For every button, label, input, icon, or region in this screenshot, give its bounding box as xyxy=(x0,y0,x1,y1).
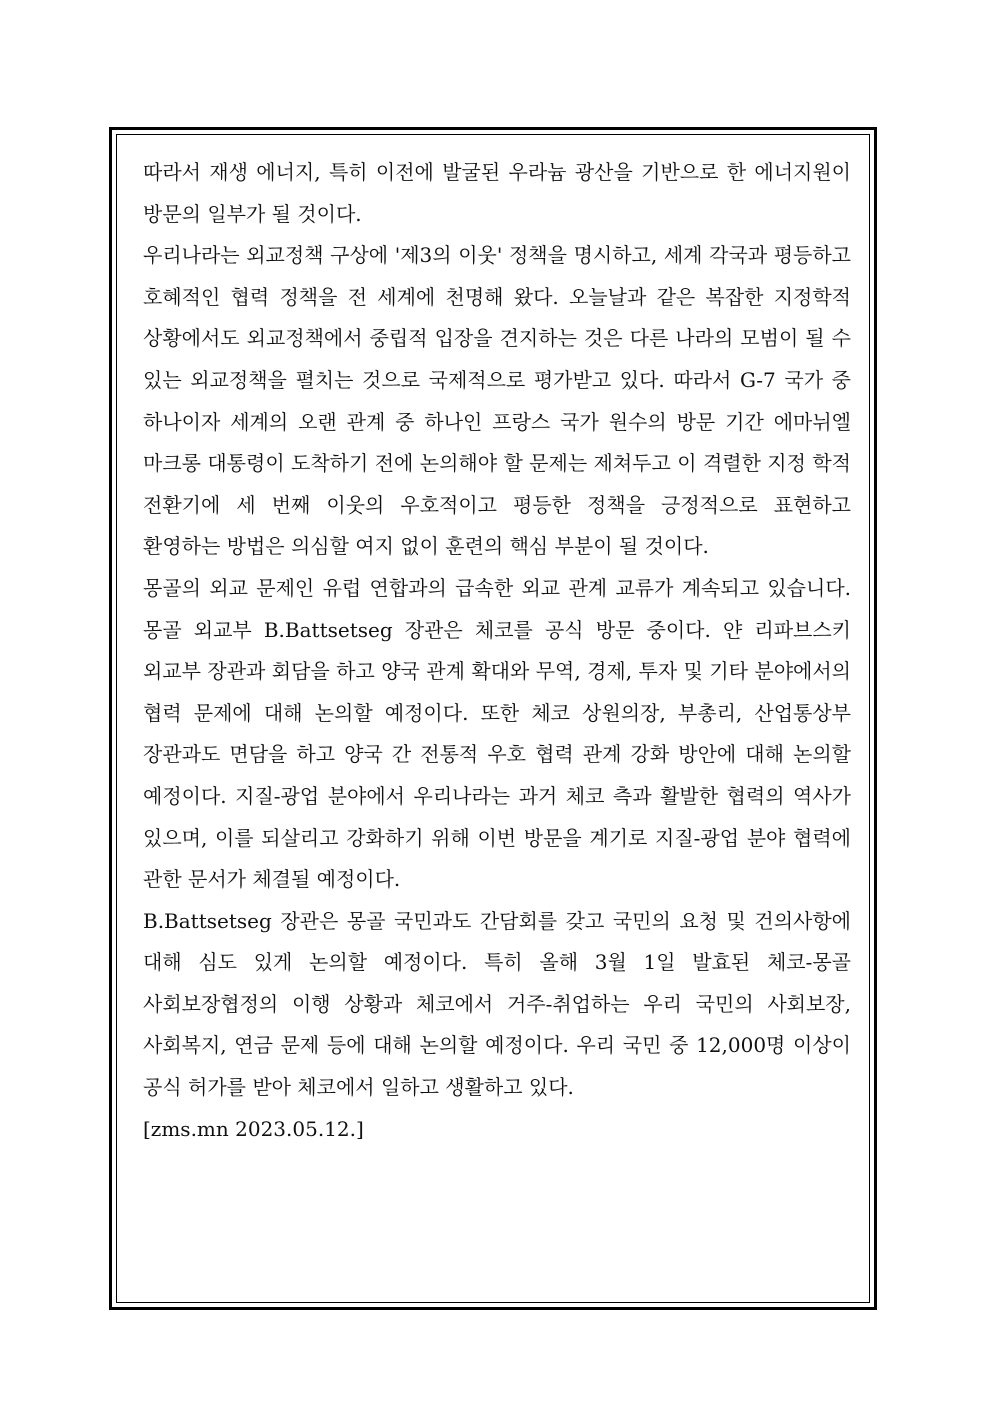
paragraph-energy: 따라서 재생 에너지, 특히 이전에 발굴된 우라늄 광산을 기반으로 한 에너지원이 방문의 일부가 될 것이다. xyxy=(143,160,851,226)
paragraph-third-neighbor-policy: 우리나라는 외교정책 구상에 '제3의 이웃' 정책을 명시하고, 세계 각국과 평등하고 호혜적인 협력 정책을 전 세계에 천명해 왔다. 오늘날과 같은 복잡한 지정학적 상황에서도 외교정책에서 중립적 입장을 견지하는 것은 다른 나라의 모범이 될 수 있는 외교정책을 펼치는 것으로 국제적으로 평가받고 있다. 따라서 G-7 국가 중 하나이자 세계의 오랜 관계 중 하나인 프랑스 국가 원수의 방문 기간 에마뉘엘 마크롱 대통령이 도착하기 전에 논의해야 할 문제는 제쳐두고 이 격렬한 지정 학적 전환기에 세 번째 이웃의 우호적이고 평등한 정책을 긍정적으로 표현하고 환영하는 방법은 의심할 여지 없이 훈련의 핵심 부분이 될 것이다. xyxy=(143,243,851,559)
source-citation: [zms.mn 2023.05.12.] xyxy=(143,1116,364,1141)
paragraph-citizens-meeting: B.Battsetseg 장관은 몽골 국민과도 간담회를 갖고 국민의 요청 및 건의사항에 대해 심도 있게 논의할 예정이다. 특히 올해 3월 1일 발효된 체코-몽골 사회보장협정의 이행 상황과 체코에서 거주-취업하는 우리 국민의 사회보장, 사회복지, 연금 문제 등에 대해 논의할 예정이다. 우리 국민 중 12,000명 이상이 공식 허가를 받아 체코에서 일하고 생활하고 있다. xyxy=(143,908,851,1100)
paragraph-czech-visit: 몽골의 외교 문제인 유럽 연합과의 급속한 외교 관계 교류가 계속되고 있습니다. 몽골 외교부 B.Battsetseg 장관은 체코를 공식 방문 중이다. 얀 리파브스키 외교부 장관과 회담을 하고 양국 관계 확대와 무역, 경제, 투자 및 기타 분야에서의 협력 문제에 대해 논의할 예정이다. 또한 체코 상원의장, 부총리, 산업통상부 장관과도 면담을 하고 양국 간 전통적 우호 협력 관계 강화 방안에 대해 논의할 예정이다. 지질-광업 분야에서 우리나라는 과거 체코 측과 활발한 협력의 역사가 있으며, 이를 되살리고 강화하기 위해 이번 방문을 계기로 지질-광업 분야 협력에 관한 문서가 체결될 예정이다. xyxy=(143,575,851,892)
article-body xyxy=(143,152,851,1150)
